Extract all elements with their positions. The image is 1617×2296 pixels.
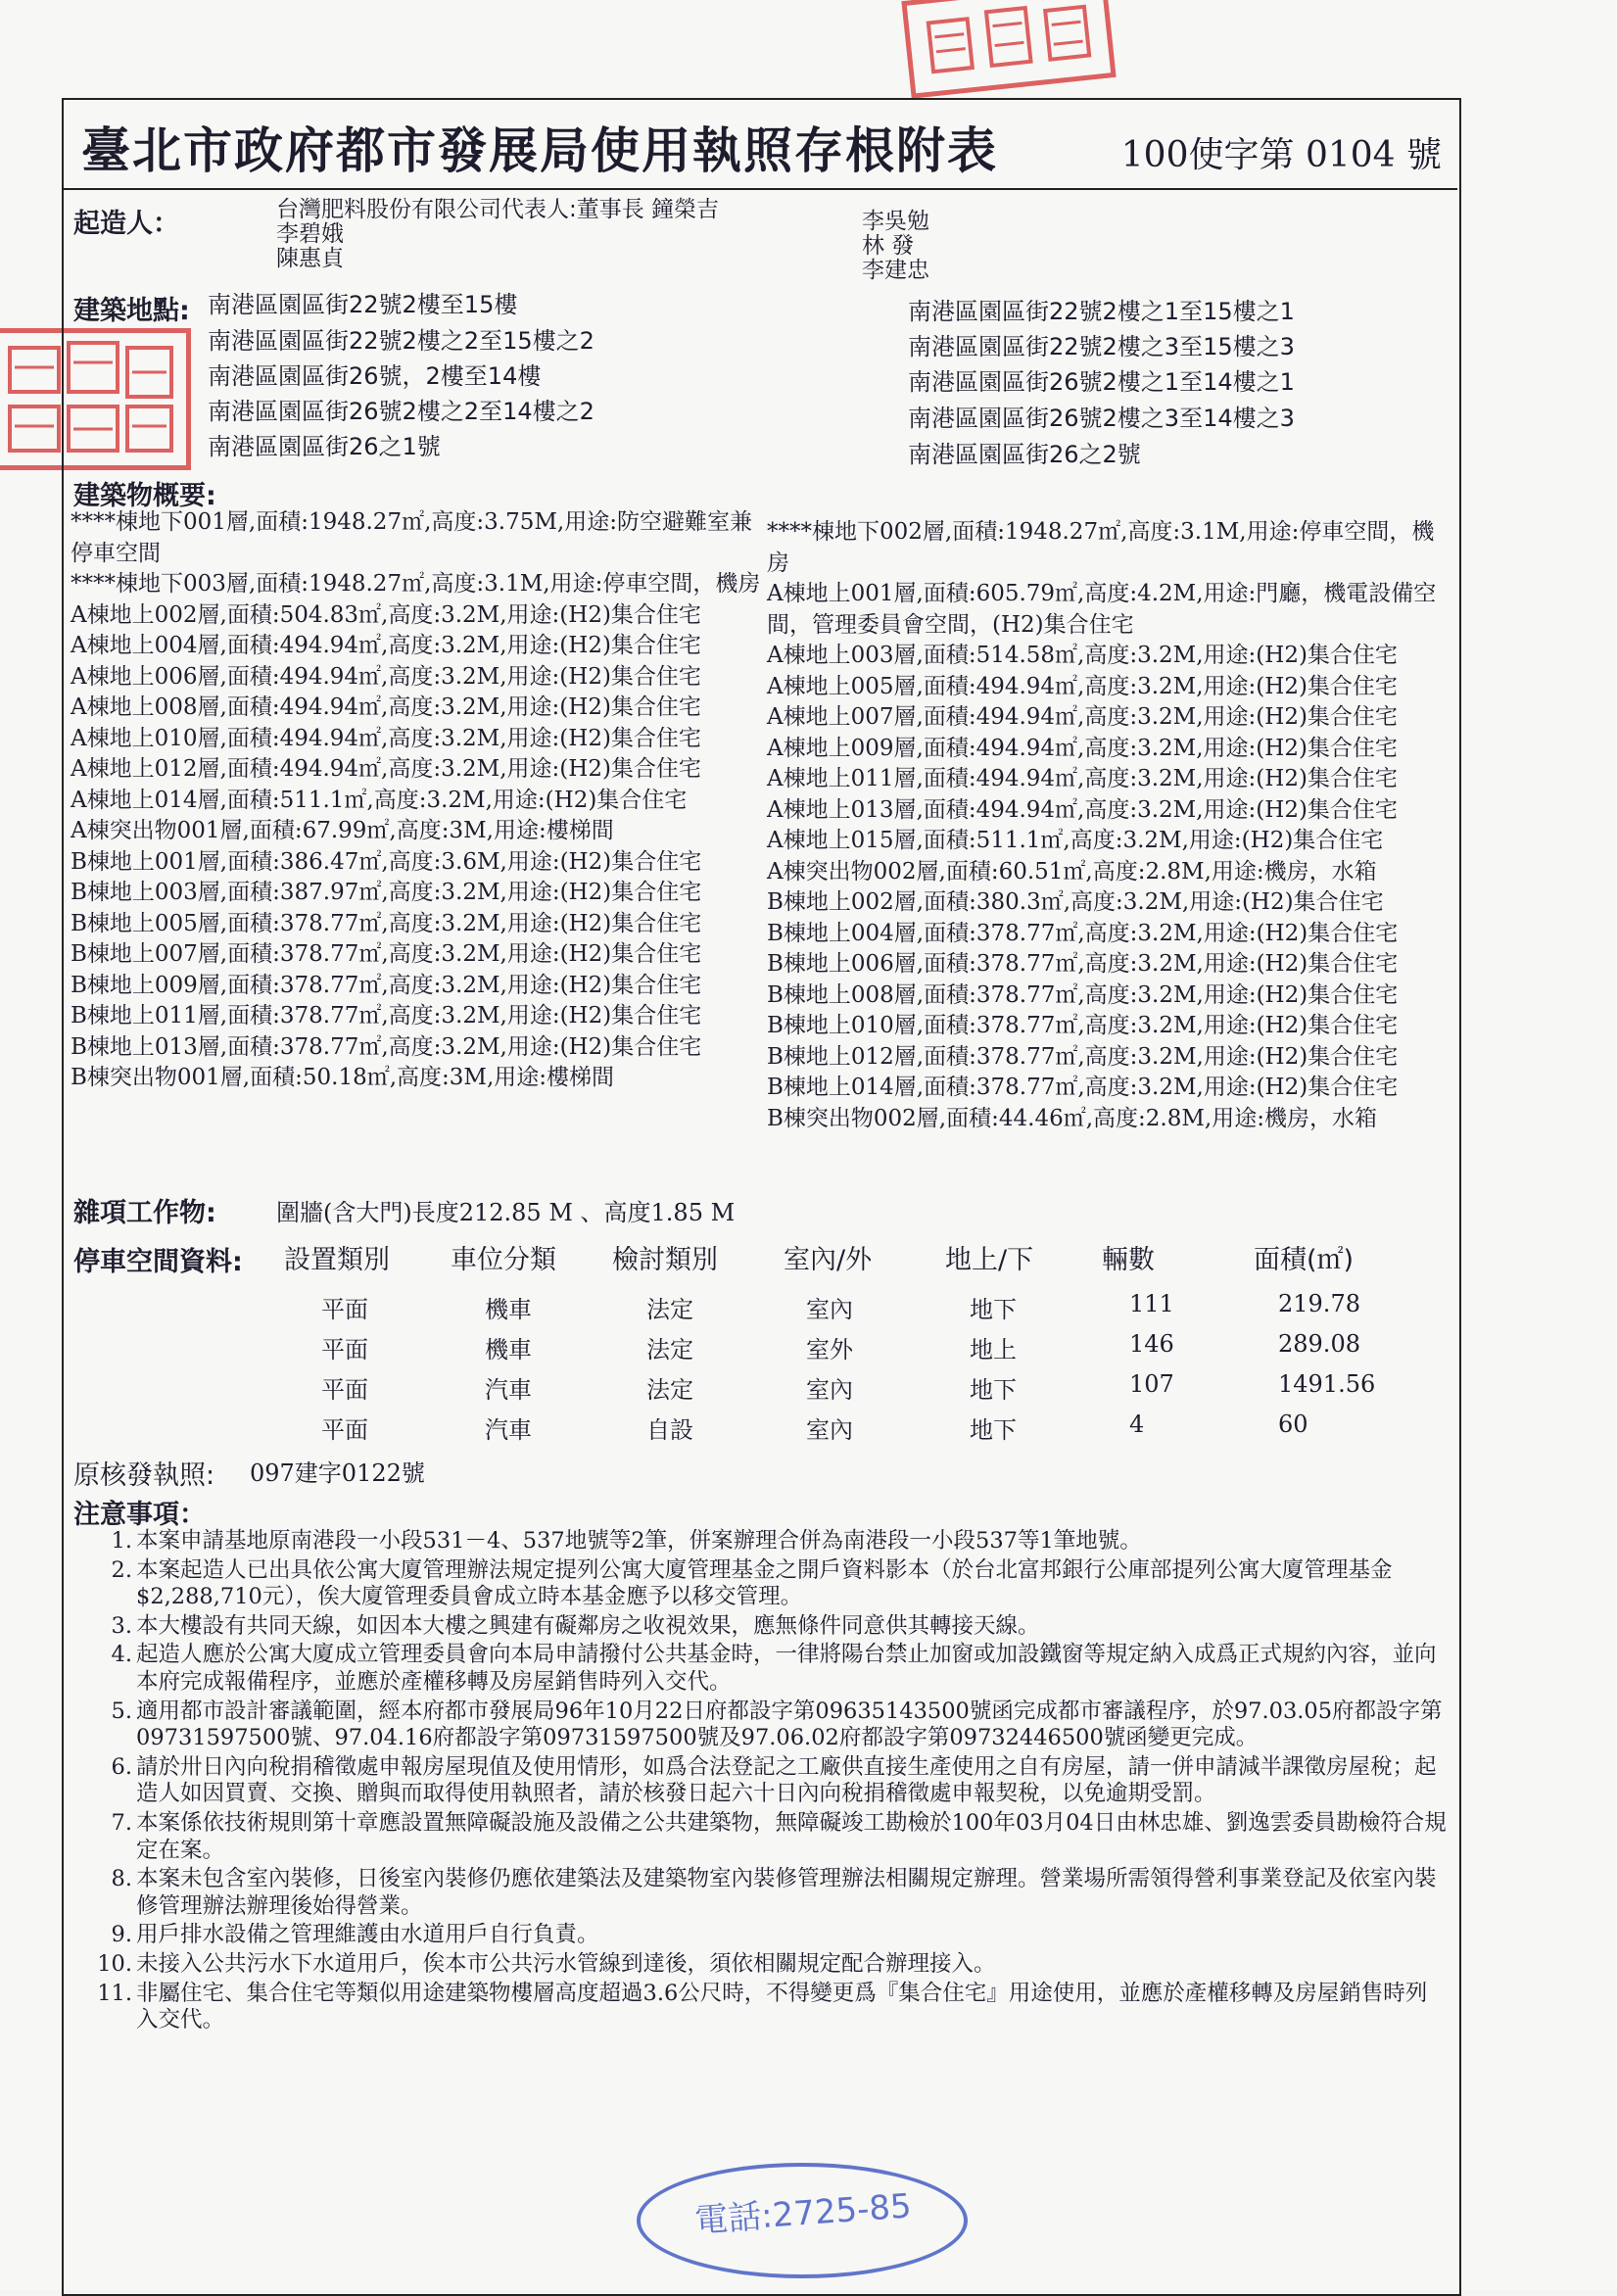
note-text: 本案起造人已出具依公寓大廈管理辦法規定提列公寓大廈管理基金之開戶資料影本（於台北富邦銀行公庫部提列公寓大廈管理基金$2,288,710元），俟大廈管理委員會成立時本基金應予以移交管理。 [136, 1556, 1393, 1610]
list-item [73, 1922, 1464, 1949]
floor-entry: ****棟地下002層,面積:1948.27㎡,高度:3.1M,用途:停車空間，機房 [767, 519, 1435, 576]
location-address: 南港區園區街26號2樓之1至14樓之1 [908, 368, 1295, 396]
note-number: 10. [97, 1950, 132, 1977]
floor-entry: A棟地上012層,面積:494.94㎡,高度:3.2M,用途:(H2)集合住宅 [71, 756, 701, 782]
table-row [73, 1370, 1445, 1410]
table-row [73, 1411, 1445, 1450]
floor-entry: B棟地上013層,面積:378.77㎡,高度:3.2M,用途:(H2)集合住宅 [71, 1033, 702, 1060]
list-item [73, 1613, 1464, 1641]
note-text: 用戶排水設備之管理維護由水道用戶自行負責。 [136, 1922, 599, 1948]
floor-entry: A棟地上002層,面積:504.83㎡,高度:3.2M,用途:(H2)集合住宅 [71, 601, 701, 628]
parking-cell: 289.08 [1278, 1330, 1360, 1358]
notes-label: 注意事項： [73, 1500, 206, 1530]
parking-cell: 法定 [646, 1336, 693, 1363]
note-number: 5. [111, 1698, 132, 1724]
overview-label: 建築物概要: [73, 481, 216, 511]
floor-entry: B棟突出物001層,面積:50.18㎡,高度:3M,用途:樓梯間 [71, 1065, 615, 1090]
parking-cell: 法定 [646, 1296, 693, 1323]
floor-entry: B棟地上012層,面積:378.77㎡,高度:3.2M,用途:(H2)集合住宅 [767, 1043, 1399, 1070]
title-bar [62, 98, 1457, 190]
floor-entry: A棟地上001層,面積:605.79㎡,高度:4.2M,用途:門廳，機電設備空間，管理委員會空間，(H2)集合住宅 [767, 581, 1437, 638]
location-label: 建築地點: [73, 296, 190, 326]
floor-entry: A棟地上008層,面積:494.94㎡,高度:3.2M,用途:(H2)集合住宅 [71, 694, 701, 720]
floor-entry: A棟地上003層,面積:514.58㎡,高度:3.2M,用途:(H2)集合住宅 [767, 643, 1398, 668]
location-address: 南港區園區街26之1號 [208, 433, 441, 460]
location-address: 南港區園區街26號2樓之3至14樓之3 [908, 405, 1295, 432]
floor-entry: B棟地上001層,面積:386.47㎡,高度:3.6M,用途:(H2)集合住宅 [71, 848, 702, 875]
list-item [73, 1951, 1464, 1979]
parking-cell: 111 [1129, 1290, 1174, 1317]
note-number: 8. [111, 1866, 132, 1892]
list-item [73, 1981, 1464, 2034]
floor-entry: A棟地上007層,面積:494.94㎡,高度:3.2M,用途:(H2)集合住宅 [767, 704, 1398, 730]
floor-entry: ****棟地下003層,面積:1948.27㎡,高度:3.1M,用途:停車空間，機房 [71, 571, 761, 597]
floor-entry: A棟地上011層,面積:494.94㎡,高度:3.2M,用途:(H2)集合住宅 [767, 766, 1398, 791]
builder-name: 李吳勉 [862, 209, 929, 234]
floor-entry: A棟地上006層,面積:494.94㎡,高度:3.2M,用途:(H2)集合住宅 [71, 663, 701, 690]
blue-stamp-text: 電話:2725-85 [693, 2186, 913, 2241]
floor-entry: B棟地上010層,面積:378.77㎡,高度:3.2M,用途:(H2)集合住宅 [767, 1013, 1399, 1038]
parking-cell: 4 [1129, 1411, 1145, 1438]
note-text: 本案係依技術規則第十章應設置無障礙設施及設備之公共建築物，無障礙竣工勘檢於100年03月04日由林忠雄、劉逸雲委員勘檢符合規定在案。 [136, 1809, 1447, 1863]
location-address: 南港區園區街26之2號 [908, 441, 1141, 468]
original-permit-label: 原核發執照: [73, 1460, 215, 1491]
floor-entry: B棟地上008層,面積:378.77㎡,高度:3.2M,用途:(H2)集合住宅 [767, 981, 1399, 1008]
red-seal-top-right [901, 0, 1116, 99]
floor-entry: A棟地上004層,面積:494.94㎡,高度:3.2M,用途:(H2)集合住宅 [71, 633, 701, 658]
location-address: 南港區園區街22號2樓至15樓 [208, 291, 518, 318]
builder-name: 李碧娥 [276, 221, 344, 247]
parking-cell: 地下 [970, 1296, 1017, 1323]
note-number: 2. [111, 1556, 132, 1583]
floor-entry: B棟地上011層,面積:378.77㎡,高度:3.2M,用途:(H2)集合住宅 [71, 1003, 702, 1028]
parking-header-cell: 室內/外 [784, 1245, 873, 1275]
list-item [73, 1810, 1464, 1864]
floor-entry: A棟地上009層,面積:494.94㎡,高度:3.2M,用途:(H2)集合住宅 [767, 735, 1398, 761]
overview-left-column [71, 507, 764, 1094]
parking-cell: 機車 [485, 1296, 532, 1323]
document-title: 臺北市政府都市發展局使用執照存根附表 [81, 121, 998, 179]
table-row [73, 1330, 1445, 1369]
builder-name: 台灣肥料股份有限公司代表人:董事長 鐘榮吉 [276, 197, 720, 222]
builder-name: 陳惠貞 [276, 246, 344, 271]
parking-cell: 室內 [806, 1296, 853, 1323]
location-address: 南港區園區街22號2樓之1至15樓之1 [908, 298, 1295, 325]
parking-cell: 機車 [485, 1336, 532, 1363]
note-number: 1. [111, 1528, 132, 1554]
note-text: 起造人應於公寓大廈成立管理委員會向本局申請撥付公共基金時，一律將陽台禁止加窗或加設鐵窗等規定納入成爲正式規約內容，並向本府完成報備程序，並應於產權移轉及房屋銷售時列入交代。 [136, 1642, 1437, 1695]
floor-entry: A棟地上005層,面積:494.94㎡,高度:3.2M,用途:(H2)集合住宅 [767, 673, 1398, 699]
note-number: 6. [111, 1753, 132, 1780]
misc-works-value: 圍牆(含大門)長度212.85 M 、高度1.85 M [276, 1199, 736, 1226]
builder-name: 李建忠 [862, 258, 929, 283]
list-item [73, 1528, 1464, 1555]
note-text: 本案申請基地原南港段一小段531－4、537地號等2筆，併案辦理合併為南港段一小段537等1筆地號。 [136, 1528, 1142, 1554]
location-address: 南港區園區街26號2樓之2至14樓之2 [208, 398, 594, 425]
location-address: 南港區園區街26號，2樓至14樓 [208, 362, 542, 390]
location-address: 南港區園區街22號2樓之3至15樓之3 [908, 333, 1295, 360]
floor-entry: B棟地上005層,面積:378.77㎡,高度:3.2M,用途:(H2)集合住宅 [71, 910, 702, 936]
parking-cell: 自設 [646, 1416, 693, 1444]
parking-label: 停車空間資料: [73, 1247, 243, 1277]
location-address: 南港區園區街22號2樓之2至15樓之2 [208, 327, 594, 355]
red-seal-glyphs-icon [907, 0, 1111, 93]
list-item [73, 1642, 1464, 1696]
builder-right-names [862, 210, 929, 283]
notes-list [73, 1528, 1464, 2036]
floor-entry: B棟地上003層,面積:387.97㎡,高度:3.2M,用途:(H2)集合住宅 [71, 880, 702, 905]
parking-header-cell: 車位分類 [451, 1245, 556, 1275]
note-text: 本大樓設有共同天線，如因本大樓之興建有礙鄰房之收視效果，應無條件同意供其轉接天線。 [136, 1612, 1040, 1639]
note-text: 請於卅日內向稅捐稽徵處申報房屋現值及使用情形，如爲合法登記之工廠供直接生產使用之自有房屋，請一併申請減半課徵房屋稅；起造人如因買賣、交換、贈與而取得使用執照者，請於核發日起六十日內向稅捐稽徵處申報契稅，以免逾期受罰。 [136, 1753, 1437, 1807]
note-number: 7. [111, 1809, 132, 1836]
floor-entry: ****棟地下001層,面積:1948.27㎡,高度:3.75M,用途:防空避難室兼停車空間 [71, 509, 752, 566]
note-text: 非屬住宅、集合住宅等類似用途建築物樓層高度超過3.6公尺時，不得變更爲『集合住宅』用途使用，並應於產權移轉及房屋銷售時列入交代。 [136, 1980, 1428, 2033]
parking-cell: 室內 [806, 1416, 853, 1444]
list-item [73, 1754, 1464, 1808]
parking-cell: 平面 [321, 1296, 368, 1323]
floor-entry: A棟地上015層,面積:511.1㎡,高度:3.2M,用途:(H2)集合住宅 [767, 828, 1384, 853]
blue-phone-stamp [637, 2163, 968, 2278]
misc-works-label: 雜項工作物: [73, 1198, 216, 1228]
parking-cell: 地下 [970, 1376, 1017, 1404]
original-permit-value: 097建字0122號 [250, 1459, 425, 1487]
overview-right-column [767, 517, 1452, 1134]
parking-cell: 法定 [646, 1376, 693, 1404]
parking-cell: 平面 [321, 1416, 368, 1444]
floor-entry: B棟地上007層,面積:378.77㎡,高度:3.2M,用途:(H2)集合住宅 [71, 941, 702, 967]
parking-cell: 地上 [970, 1336, 1017, 1363]
note-number: 3. [111, 1612, 132, 1639]
list-item [73, 1866, 1464, 1920]
note-text: 本案未包含室內裝修，日後室內裝修仍應依建築法及建築物室內裝修管理辦法相關規定辦理。營業場所需領得營利事業登記及依室內裝修管理辦法辦理後始得營業。 [136, 1866, 1437, 1919]
parking-cell: 平面 [321, 1376, 368, 1404]
note-number: 4. [111, 1642, 132, 1668]
note-number: 11. [97, 1980, 132, 2006]
floor-entry: B棟地上004層,面積:378.77㎡,高度:3.2M,用途:(H2)集合住宅 [767, 920, 1399, 946]
parking-header-cell: 設置類別 [284, 1245, 390, 1275]
floor-entry: B棟地上014層,面積:378.77㎡,高度:3.2M,用途:(H2)集合住宅 [767, 1075, 1399, 1100]
document-number: 100使字第 0104 號 [1120, 135, 1442, 175]
parking-header-cell: 面積(㎡) [1254, 1245, 1355, 1275]
floor-entry: A棟突出物002層,面積:60.51㎡,高度:2.8M,用途:機房，水箱 [767, 858, 1377, 885]
note-number: 9. [111, 1922, 132, 1948]
list-item [73, 1698, 1464, 1752]
parking-cell: 1491.56 [1278, 1370, 1376, 1398]
parking-cell: 107 [1129, 1370, 1174, 1398]
parking-header-cell: 輛數 [1102, 1245, 1155, 1275]
parking-cell: 汽車 [485, 1416, 532, 1444]
parking-cell: 平面 [321, 1336, 368, 1363]
floor-entry: A棟突出物001層,面積:67.99㎡,高度:3M,用途:樓梯間 [71, 818, 614, 843]
floor-entry: B棟地上006層,面積:378.77㎡,高度:3.2M,用途:(H2)集合住宅 [767, 951, 1399, 977]
note-text: 適用都市設計審議範圍，經本府都市發展局96年10月22日府都設字第09635143500號函完成都市審議程序，於97.03.05府都設字第09731597500號、97.04.16府都設字第09731597500號及97.06.02府都設字第09732446500號函變更完成。 [136, 1698, 1443, 1751]
builder-label: 起造人： [73, 209, 179, 239]
parking-cell: 60 [1278, 1411, 1308, 1438]
floor-entry: A棟地上013層,面積:494.94㎡,高度:3.2M,用途:(H2)集合住宅 [767, 796, 1398, 823]
table-row [73, 1290, 1445, 1329]
parking-header-cell: 地上/下 [945, 1245, 1034, 1275]
parking-header-cell: 檢討類別 [612, 1245, 718, 1275]
parking-cell: 146 [1129, 1330, 1174, 1358]
floor-entry: B棟地上009層,面積:378.77㎡,高度:3.2M,用途:(H2)集合住宅 [71, 972, 702, 998]
list-item [73, 1557, 1464, 1611]
parking-table-header [73, 1238, 1445, 1277]
floor-entry: B棟突出物002層,面積:44.46㎡,高度:2.8M,用途:機房，水箱 [767, 1105, 1377, 1131]
builder-name: 林 發 [862, 233, 915, 259]
parking-cell: 219.78 [1278, 1290, 1360, 1317]
builder-left-names [276, 198, 719, 271]
floor-entry: B棟地上002層,面積:380.3㎡,高度:3.2M,用途:(H2)集合住宅 [767, 889, 1384, 915]
parking-cell: 地下 [970, 1416, 1017, 1444]
note-text: 未接入公共污水下水道用戶，俟本市公共污水管線到達後，須依相關規定配合辦理接入。 [136, 1950, 996, 1977]
parking-cell: 汽車 [485, 1376, 532, 1404]
floor-entry: A棟地上014層,面積:511.1㎡,高度:3.2M,用途:(H2)集合住宅 [71, 787, 688, 813]
parking-cell: 室外 [806, 1336, 853, 1363]
floor-entry: A棟地上010層,面積:494.94㎡,高度:3.2M,用途:(H2)集合住宅 [71, 725, 701, 751]
parking-cell: 室內 [806, 1376, 853, 1404]
